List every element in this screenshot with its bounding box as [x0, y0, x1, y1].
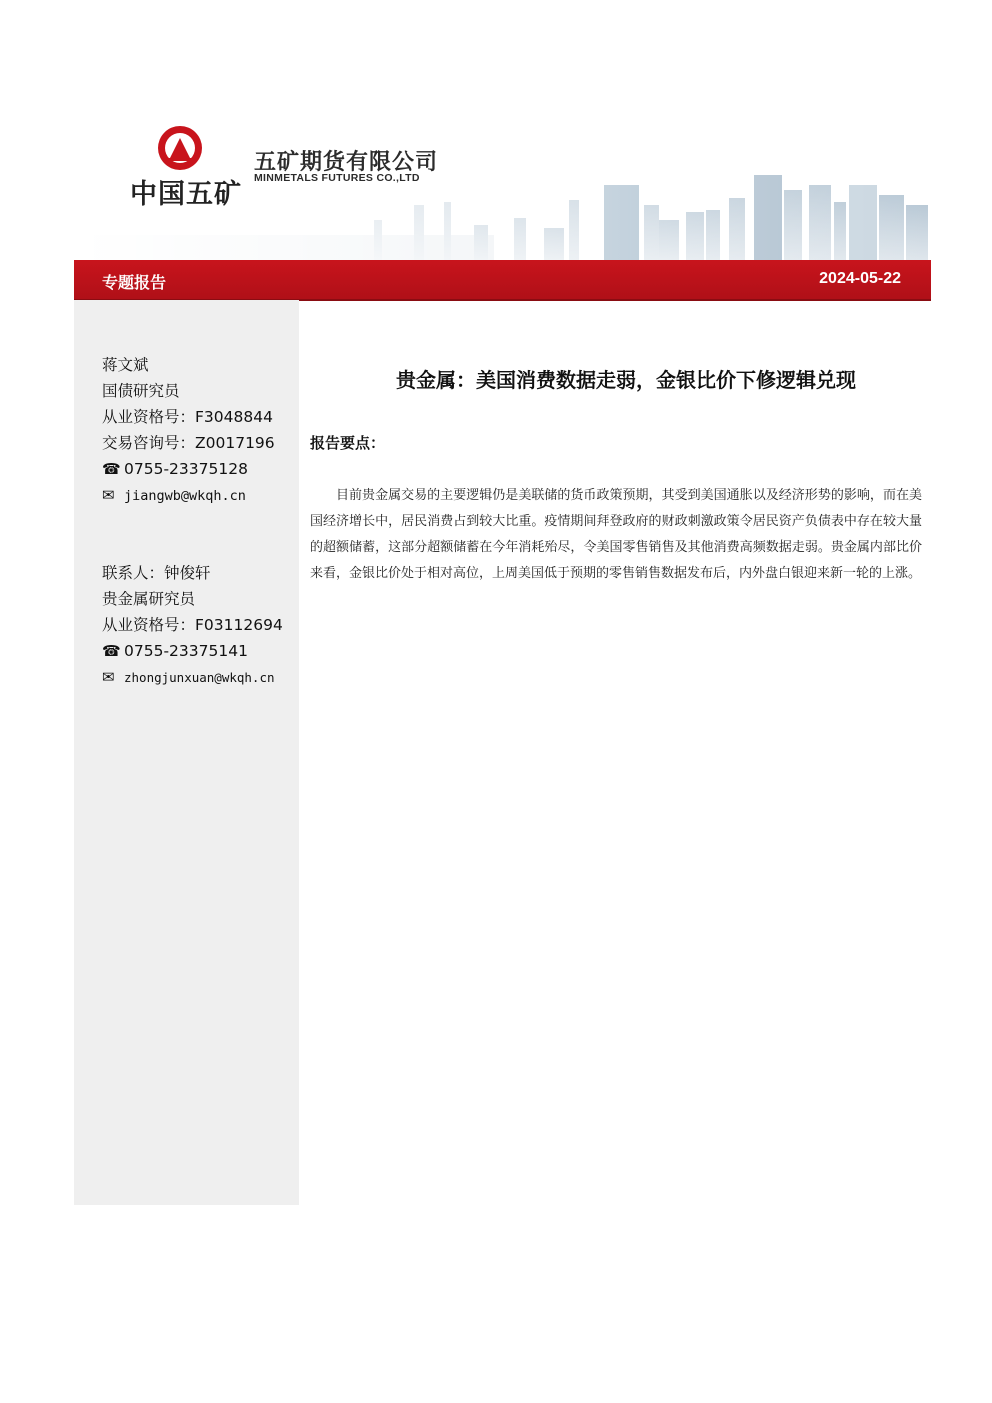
analyst-block [102, 352, 275, 508]
envelope-icon: ✉ [102, 486, 115, 504]
contact-role: 贵金属研究员 [102, 590, 196, 608]
minmetals-emblem-icon [156, 124, 204, 172]
contact-name: 联系人：钟俊轩 [102, 564, 211, 582]
analyst-email[interactable]: jiangwb@wkqh.cn [124, 488, 246, 504]
contact-email-row [102, 664, 283, 690]
company-name-en: MINMETALS FUTURES CO.,LTD [254, 172, 420, 184]
group-logo-text: 中国五矿 [130, 179, 242, 210]
phone-icon: ☎ [102, 460, 121, 478]
analyst-name: 蒋文斌 [102, 356, 149, 374]
report-title: 贵金属：美国消费数据走弱，金银比价下修逻辑兑现 [396, 368, 856, 392]
phone-icon: ☎ [102, 642, 121, 660]
analyst-email-row [102, 482, 275, 508]
analyst-license: 从业资格号：F3048844 [102, 408, 273, 426]
analyst-role: 国债研究员 [102, 382, 180, 400]
report-type: 专题报告 [102, 273, 167, 292]
contact-block [102, 560, 283, 690]
envelope-icon: ✉ [102, 668, 115, 686]
section-heading: 报告要点： [310, 434, 386, 452]
contact-license: 从业资格号：F03112694 [102, 616, 283, 634]
contact-phone: 0755-23375141 [124, 642, 248, 660]
analyst-phone: 0755-23375128 [124, 460, 248, 478]
report-date: 2024-05-22 [819, 270, 901, 287]
analyst-phone-row [102, 456, 275, 482]
company-name-cn: 五矿期货有限公司 [254, 150, 439, 175]
analyst-advisory: 交易咨询号：Z0017196 [102, 434, 275, 452]
report-summary: 目前贵金属交易的主要逻辑仍是美联储的货币政策预期，其受到美国通胀以及经济形势的影响，而在美国经济增长中，居民消费占到较大比重。疫情期间拜登政府的财政刺激政策令居民资产负债表中存在较大量的超额储蓄，这部分超额储蓄在今年消耗殆尽，令美国零售销售及其他消费高频数据走弱。贵金属内部比价来看，金银比价处于相对高位，上周美国低于预期的零售销售数据发布后，内外盘白银迎来新一轮的上涨。 [310, 488, 922, 581]
contact-phone-row [102, 638, 283, 664]
report-header [74, 110, 931, 260]
author-sidebar [74, 300, 299, 1205]
report-type-bar [74, 260, 931, 301]
contact-email[interactable]: zhongjunxuan@wkqh.cn [124, 670, 275, 685]
